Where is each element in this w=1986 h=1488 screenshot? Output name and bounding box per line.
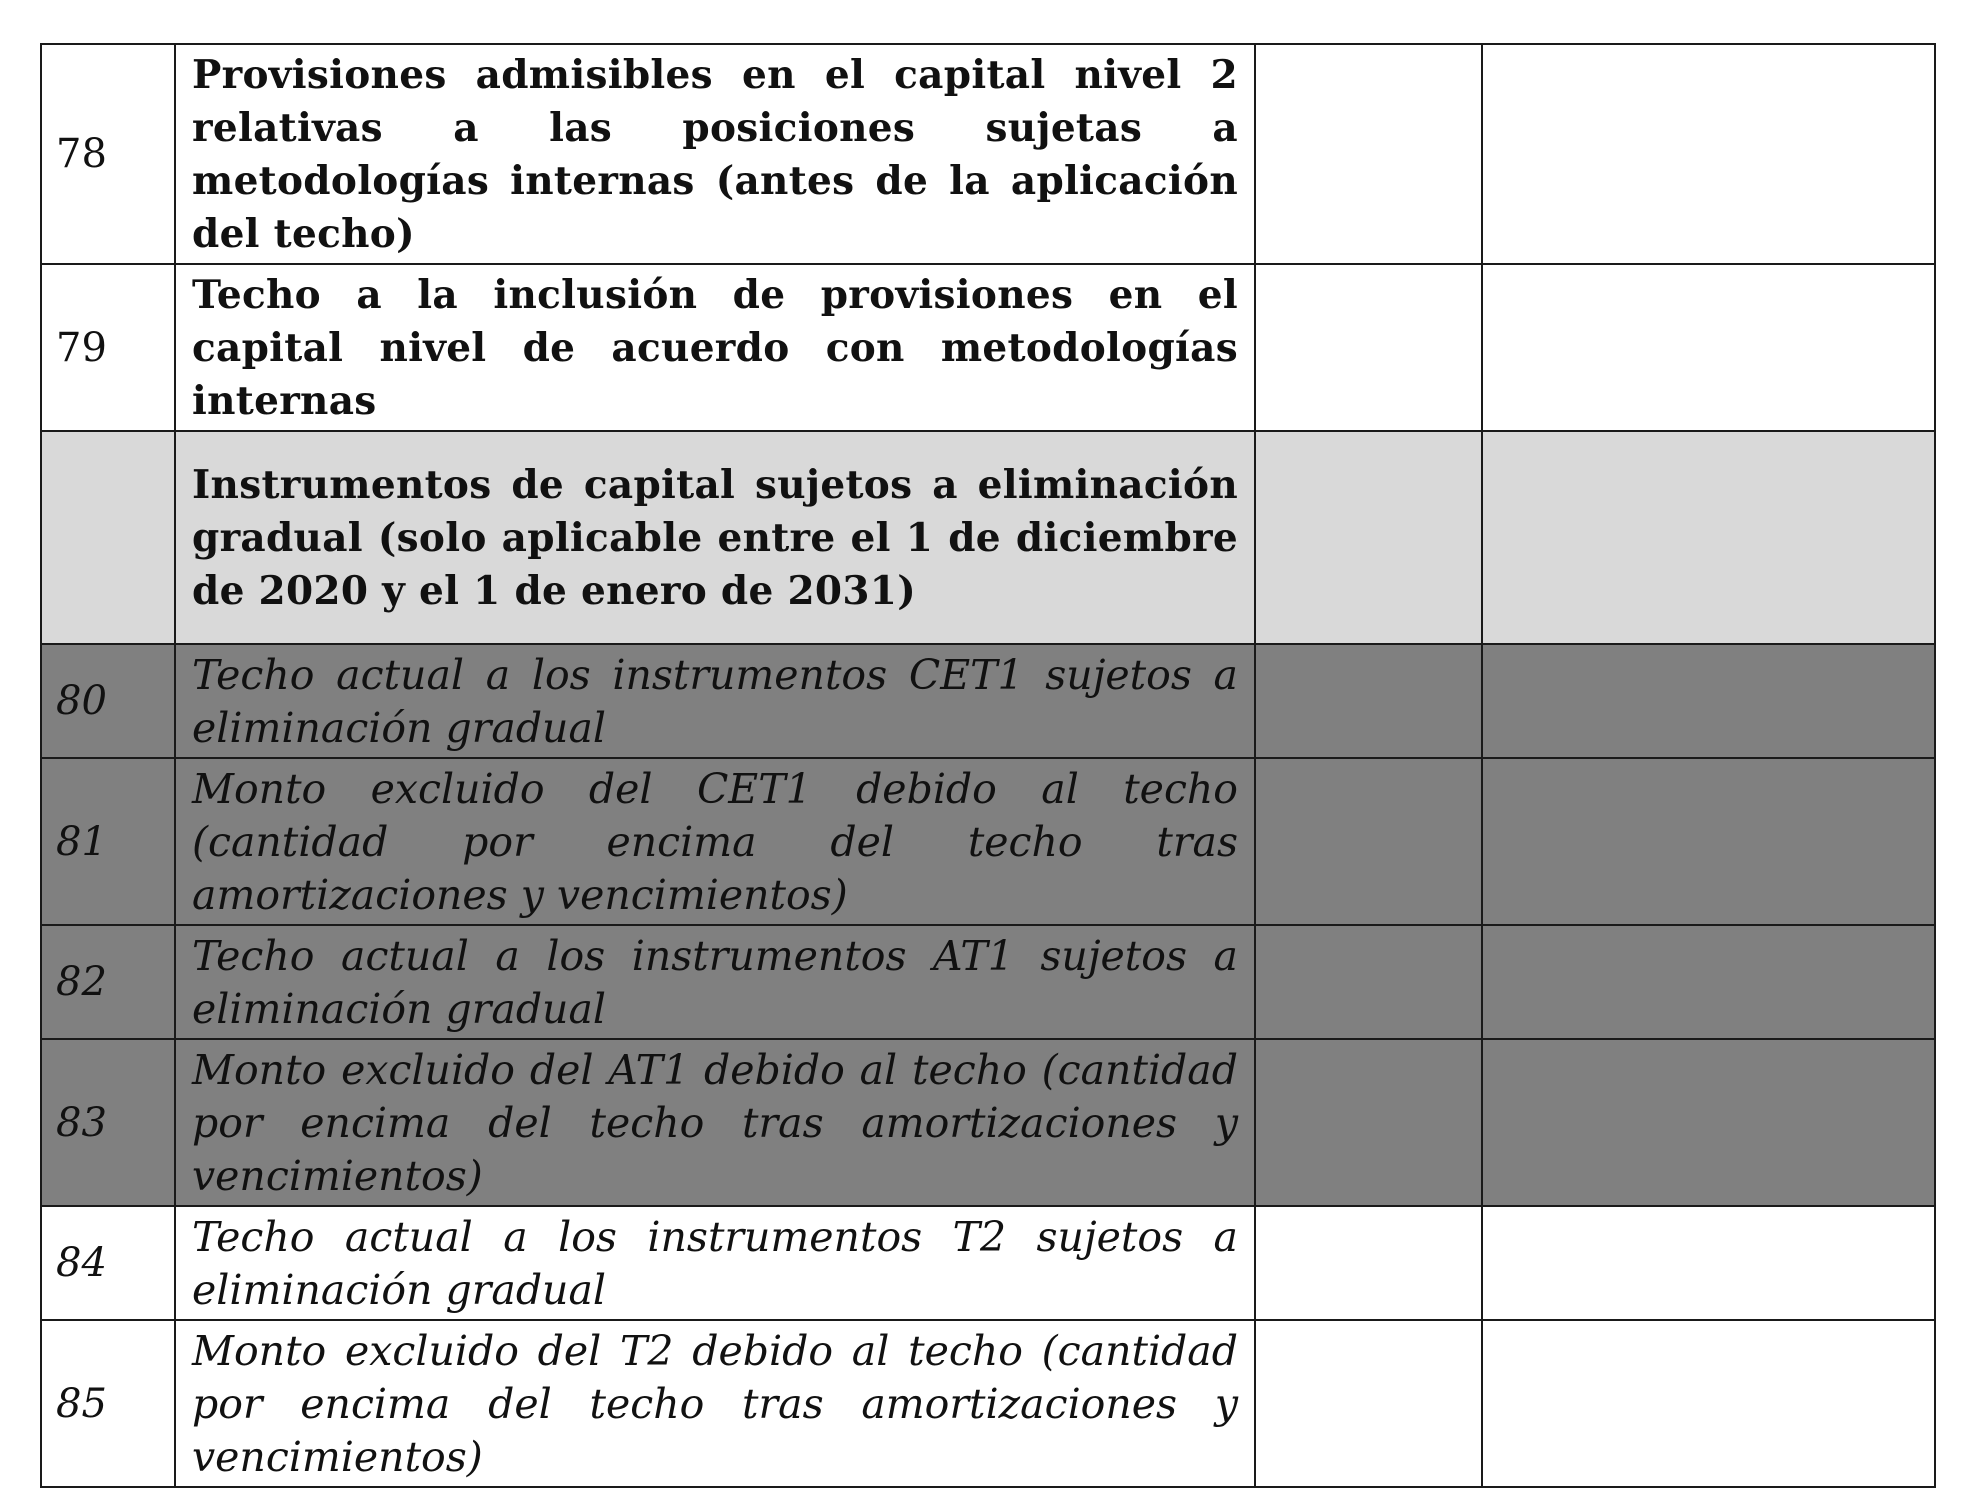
value-cell-a [1255, 1039, 1482, 1206]
table-row-section-header [41, 431, 1935, 644]
row-description: Techo actual a los instrumentos CET1 sujetos a eliminación gradual [175, 644, 1255, 758]
row-number: 79 [41, 264, 175, 431]
value-cell-b [1482, 1320, 1935, 1487]
section-heading: Instrumentos de capital sujetos a eliminación gradual (solo aplicable entre el 1 de diciembre de 2020 y el 1 de enero de 2031) [175, 431, 1255, 644]
table-row-78 [41, 44, 1935, 264]
value-cell-b [1482, 1039, 1935, 1206]
row-number: 83 [41, 1039, 175, 1206]
row-description: Monto excluido del CET1 debido al techo (cantidad por encima del techo tras amortizaciones y vencimientos) [175, 758, 1255, 925]
value-cell-a [1255, 264, 1482, 431]
row-number: 80 [41, 644, 175, 758]
value-cell-b [1482, 1206, 1935, 1320]
value-cell-b [1482, 44, 1935, 264]
value-cell-a [1255, 1206, 1482, 1320]
row-description: Monto excluido del AT1 debido al techo (cantidad por encima del techo tras amortizaciones y vencimientos) [175, 1039, 1255, 1206]
row-description: Techo actual a los instrumentos T2 sujetos a eliminación gradual [175, 1206, 1255, 1320]
value-cell-b [1482, 925, 1935, 1039]
value-cell-b [1482, 431, 1935, 644]
table-row-80 [41, 644, 1935, 758]
value-cell-a [1255, 758, 1482, 925]
table-row-82 [41, 925, 1935, 1039]
row-description: Monto excluido del T2 debido al techo (cantidad por encima del techo tras amortizaciones y vencimientos) [175, 1320, 1255, 1487]
row-description: Techo actual a los instrumentos AT1 sujetos a eliminación gradual [175, 925, 1255, 1039]
table-row-79 [41, 264, 1935, 431]
row-number: 78 [41, 44, 175, 264]
row-description: Provisiones admisibles en el capital nivel 2 relativas a las posiciones sujetas a metodologías internas (antes de la aplicación del techo) [175, 44, 1255, 264]
row-number [41, 431, 175, 644]
value-cell-b [1482, 758, 1935, 925]
row-description: Techo a la inclusión de provisiones en el capital nivel de acuerdo con metodologías internas [175, 264, 1255, 431]
table-row-81 [41, 758, 1935, 925]
row-number: 81 [41, 758, 175, 925]
value-cell-a [1255, 44, 1482, 264]
value-cell-a [1255, 431, 1482, 644]
table-row-85 [41, 1320, 1935, 1487]
capital-instruments-table [40, 43, 1936, 1488]
row-number: 82 [41, 925, 175, 1039]
value-cell-b [1482, 644, 1935, 758]
table-row-83 [41, 1039, 1935, 1206]
row-number: 84 [41, 1206, 175, 1320]
row-number: 85 [41, 1320, 175, 1487]
value-cell-a [1255, 1320, 1482, 1487]
table-row-84 [41, 1206, 1935, 1320]
value-cell-a [1255, 644, 1482, 758]
value-cell-a [1255, 925, 1482, 1039]
value-cell-b [1482, 264, 1935, 431]
